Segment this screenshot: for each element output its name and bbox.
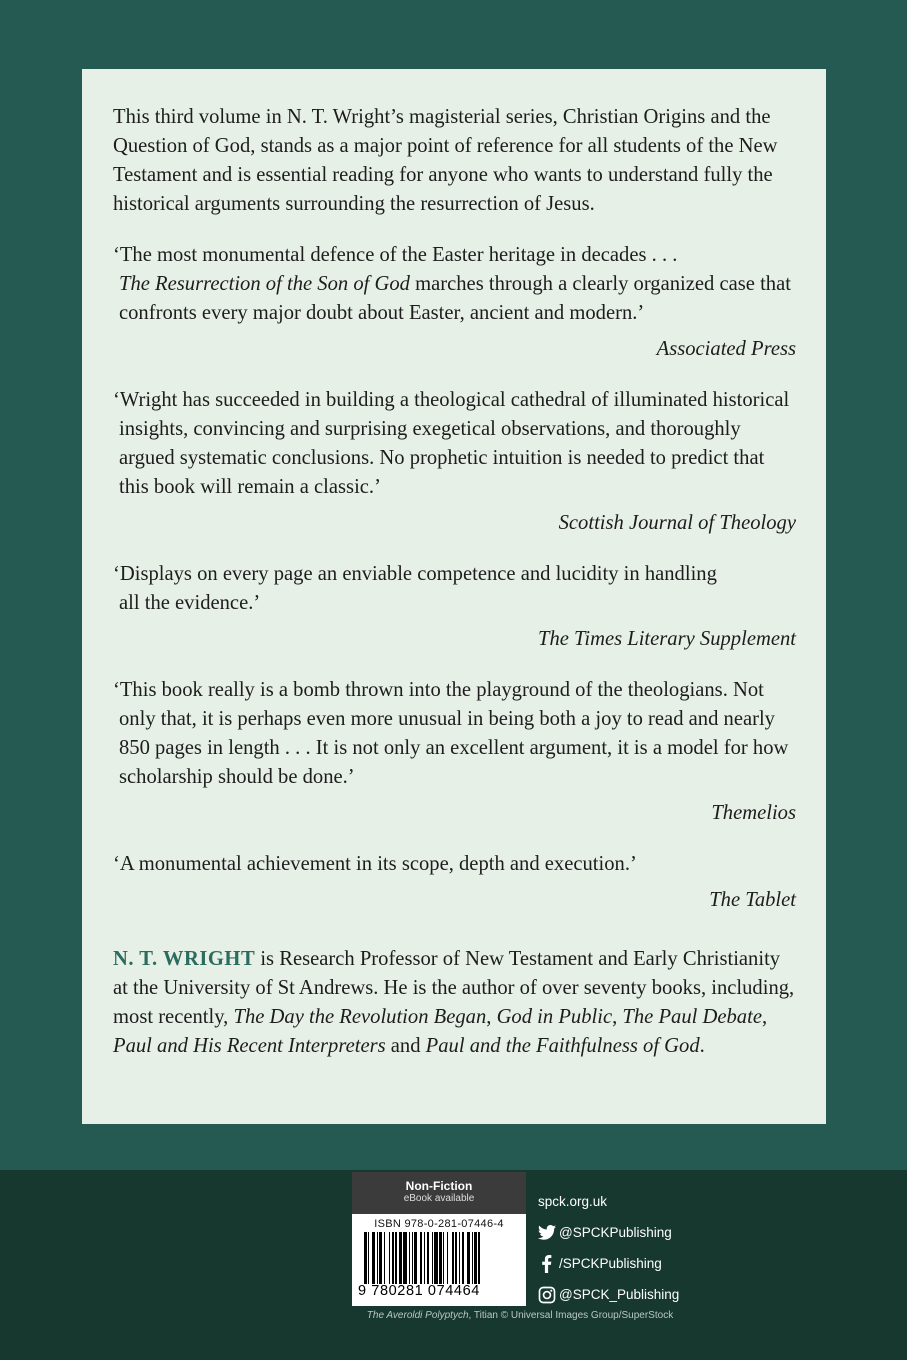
- quote-source: Associated Press: [656, 338, 796, 360]
- category-text: Non-Fiction: [405, 1179, 473, 1193]
- book-title: God in Public: [496, 1006, 613, 1028]
- painting-title: The Averoldi Polyptych: [366, 1310, 469, 1321]
- barcode-bar: [377, 1232, 378, 1284]
- twitter-icon: [538, 1225, 556, 1240]
- publisher-links: [538, 1186, 679, 1310]
- twitter-handle[interactable]: @SPCKPublishing: [559, 1225, 672, 1240]
- review-quote: [113, 560, 796, 654]
- quote-text: ‘Displays on every page an enviable competence and lucidity in handling all the evidence.’: [113, 563, 717, 614]
- book-title: Paul and the Faithfulness of God: [425, 1035, 700, 1057]
- barcode-image: [364, 1232, 514, 1284]
- book-title: Paul and His Recent Interpreters: [113, 1035, 386, 1057]
- barcode-bar: [459, 1232, 460, 1284]
- footer-strip: [0, 1170, 907, 1360]
- review-quote: [113, 386, 796, 538]
- barcode-box: [352, 1172, 526, 1306]
- review-quote: [113, 676, 796, 828]
- quote-text: ‘This book really is a bomb thrown into the playground of the theologians. Not only that, it is perhaps even more unusual in being both a joy to read and nearly 850 pages in length . . . It is not only an excellent argument, it is a model for how scholarship should be done.’: [113, 679, 789, 788]
- barcode-number: 9 780281 074464: [358, 1283, 480, 1299]
- barcode-bar: [414, 1232, 417, 1284]
- barcode-bar: [420, 1232, 421, 1284]
- back-cover-panel: [82, 69, 826, 1124]
- barcode-bar: [462, 1232, 465, 1284]
- barcode-bar: [424, 1232, 425, 1284]
- website-link[interactable]: spck.org.uk: [538, 1194, 608, 1209]
- book-title: The Resurrection of the Son of God: [119, 273, 410, 295]
- instagram-row[interactable]: [538, 1279, 679, 1310]
- barcode-bar: [379, 1232, 382, 1284]
- barcode-bar: [403, 1232, 407, 1284]
- barcode-bar: [395, 1232, 396, 1284]
- quote-source: The Times Literary Supplement: [538, 628, 796, 650]
- ebook-text: eBook available: [403, 1193, 475, 1204]
- barcode-bar: [472, 1232, 473, 1284]
- instagram-icon: [538, 1286, 556, 1304]
- review-quote: [113, 850, 796, 915]
- barcode-bar: [427, 1232, 430, 1284]
- barcode-bar: [455, 1232, 456, 1284]
- barcode-bar: [467, 1232, 471, 1284]
- barcode-bar: [447, 1232, 448, 1284]
- barcode-bar: [389, 1232, 390, 1284]
- cover-credit: The Averoldi Polyptych, Titian © Universal Images Group/SuperStock: [366, 1310, 674, 1321]
- instagram-handle[interactable]: @SPCK_Publishing: [559, 1287, 680, 1302]
- barcode-bar: [412, 1232, 413, 1284]
- barcode-bar: [384, 1232, 385, 1284]
- quote-text: ‘Wright has succeeded in building a theological cathedral of illuminated historical insights, convincing and surprising exegetical observations, and thoroughly argued systematic conclusions. No prophetic intuition is needed to predict that this book will remain a classic.’: [113, 389, 790, 498]
- barcode-bar: [478, 1232, 481, 1284]
- intro-paragraph: This third volume in N. T. Wright’s magisterial series, Christian Origins and the Question of God, stands as a major point of reference for all students of the New Testament and is essential reading for anyone who wants to understand fully the historical arguments surrounding the resurrection of Jesus.: [113, 106, 778, 215]
- review-quote: [113, 241, 796, 364]
- website-row[interactable]: [538, 1186, 679, 1217]
- quote-source: The Tablet: [709, 889, 796, 911]
- barcode-bar: [368, 1232, 369, 1284]
- quote-text: ‘A monumental achievement in its scope, depth and execution.’: [113, 853, 637, 875]
- book-title: The Paul Debate: [622, 1006, 762, 1028]
- author-bio: N. T. WRIGHT is Research Professor of New Testament and Early Christianity at the University of St Andrews. He is the author of over seventy books, including, most recently, The Day the Revolution Began, God in Public, The Paul Debate, Paul and His Recent Interpreters and Paul and the Faithfulness of God.: [113, 948, 795, 1057]
- barcode-bar: [474, 1232, 477, 1284]
- book-title: The Day the Revolution Began: [233, 1006, 487, 1028]
- author-name: N. T. WRIGHT: [113, 948, 256, 970]
- category-label: [352, 1172, 526, 1214]
- facebook-row[interactable]: [538, 1248, 679, 1279]
- barcode-bar: [443, 1232, 444, 1284]
- barcode-bar: [439, 1232, 442, 1284]
- quote-text: ‘The most monumental defence of the Easter heritage in decades . . . The Resurrection of the Son of God marches through a clearly organized case that confronts every major doubt about Easter, ancient and modern.’: [113, 244, 791, 324]
- barcode-bar: [434, 1232, 438, 1284]
- barcode-bar: [364, 1232, 367, 1284]
- twitter-row[interactable]: [538, 1217, 679, 1248]
- barcode-bar: [399, 1232, 402, 1284]
- barcode-bar: [372, 1232, 376, 1284]
- barcode-bar: [432, 1232, 433, 1284]
- barcode-bar: [392, 1232, 395, 1284]
- facebook-icon: [538, 1255, 556, 1273]
- facebook-handle[interactable]: /SPCKPublishing: [559, 1256, 662, 1271]
- isbn-text: ISBN 978-0-281-07446-4: [374, 1218, 504, 1230]
- barcode-bar: [452, 1232, 455, 1284]
- barcode-bar: [409, 1232, 410, 1284]
- quote-source: Themelios: [711, 802, 796, 824]
- quote-source: Scottish Journal of Theology: [558, 512, 796, 534]
